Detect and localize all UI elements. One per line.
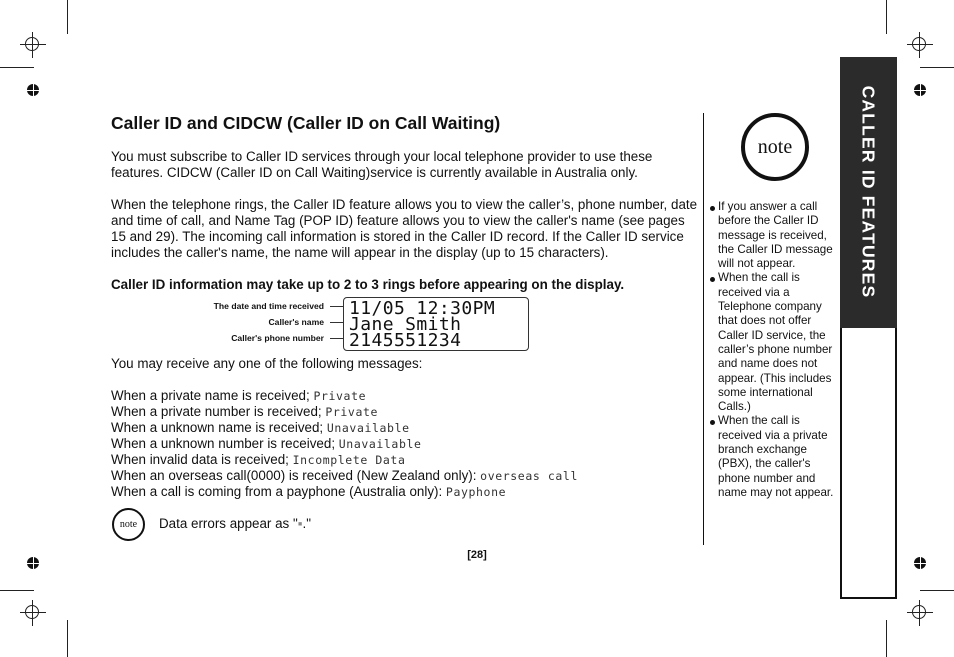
message-row — [111, 452, 405, 468]
error-symbol-icon: ▪ — [297, 516, 303, 531]
intro-paragraph: You must subscribe to Caller ID services through your local telephone provider to use these features. CIDCW (Caller ID on Call Waiting)service is currently available in Australia only. — [111, 149, 653, 181]
message-row — [111, 484, 506, 500]
registration-dot-icon — [27, 84, 39, 96]
crop-mark — [0, 590, 34, 591]
data-error-prefix: Data errors appear as " — [159, 516, 298, 531]
display-line-name: Jane Smith — [349, 314, 462, 335]
messages-intro: You may receive any one of the following messages: — [111, 356, 423, 371]
column-divider — [703, 113, 704, 545]
message-row — [111, 420, 410, 436]
registration-mark-icon — [20, 32, 46, 58]
message-display: overseas call — [480, 469, 578, 483]
message-text: When a unknown number is received; — [111, 436, 339, 451]
message-row — [111, 404, 378, 420]
page-number: [28] — [467, 549, 487, 561]
data-error-note — [159, 516, 311, 532]
message-text: When an overseas call(0000) is received (New Zealand only): — [111, 468, 481, 483]
message-row — [111, 468, 578, 484]
registration-mark-icon — [20, 600, 46, 626]
display-line-datetime: 11/05 12:30PM — [349, 298, 496, 319]
list-item: If you answer a call before the Caller ID message is received, the Caller ID message will not appear. — [708, 200, 836, 271]
message-display: Private — [313, 389, 367, 403]
message-text: When a private number is received; — [111, 404, 326, 419]
message-text: When a private name is received; — [111, 388, 314, 403]
display-line-number: 2145551234 — [349, 330, 462, 351]
message-text: When a call is coming from a payphone (Australia only): — [111, 484, 446, 499]
section-tab-label: CALLER ID FEATURES — [858, 85, 879, 299]
crop-mark — [67, 620, 68, 657]
leader-line — [330, 306, 344, 307]
caller-id-paragraph: When the telephone rings, the Caller ID feature allows you to view the caller’s, phone number, date and time of call, and Name Tag (POP ID) feature allows you to view the caller's name (see pages 15 and 29). The incoming call information is stored in the Caller ID record. If the Caller ID service includes the caller's name, the name will appear in the display (up to 15 characters). — [111, 197, 698, 261]
list-item: When the call is received via a private branch exchange (PBX), the caller's phone number and name may not appear. — [708, 414, 836, 500]
leader-line — [330, 338, 344, 339]
registration-mark-icon — [907, 600, 933, 626]
data-error-suffix: ." — [302, 516, 311, 531]
label-date-time: The date and time received — [213, 301, 324, 311]
message-display: Incomplete Data — [292, 453, 406, 467]
display-labels — [190, 298, 324, 346]
crop-mark — [886, 0, 887, 34]
registration-mark-icon — [907, 32, 933, 58]
message-row — [111, 436, 422, 452]
note-icon: note — [112, 508, 145, 541]
registration-dot-icon — [914, 84, 926, 96]
label-phone-number: Caller's phone number — [231, 333, 324, 343]
crop-mark — [920, 590, 954, 591]
crop-mark — [0, 67, 34, 68]
leader-line — [330, 322, 344, 323]
message-row — [111, 388, 366, 404]
message-display: Unavailable — [326, 421, 410, 435]
side-notes — [708, 200, 836, 500]
label-caller-name: Caller's name — [268, 317, 324, 327]
crop-mark — [67, 0, 68, 34]
page-title: Caller ID and CIDCW (Caller ID on Call Waiting) — [111, 113, 501, 133]
message-text: When invalid data is received; — [111, 452, 293, 467]
message-display: Unavailable — [338, 437, 422, 451]
rings-notice: Caller ID information may take up to 2 to 3 rings before appearing on the display. — [111, 277, 625, 292]
crop-mark — [886, 620, 887, 657]
message-text: When a unknown name is received; — [111, 420, 327, 435]
message-display: Private — [325, 405, 379, 419]
message-display: Payphone — [445, 485, 507, 499]
crop-mark — [920, 67, 954, 68]
list-item: When the call is received via a Telephone company that does not offer Caller ID service, the caller’s phone number and name does not appear. (This includes some international Calls.) — [708, 271, 836, 414]
caller-id-display — [343, 297, 529, 351]
note-icon: note — [741, 113, 809, 181]
